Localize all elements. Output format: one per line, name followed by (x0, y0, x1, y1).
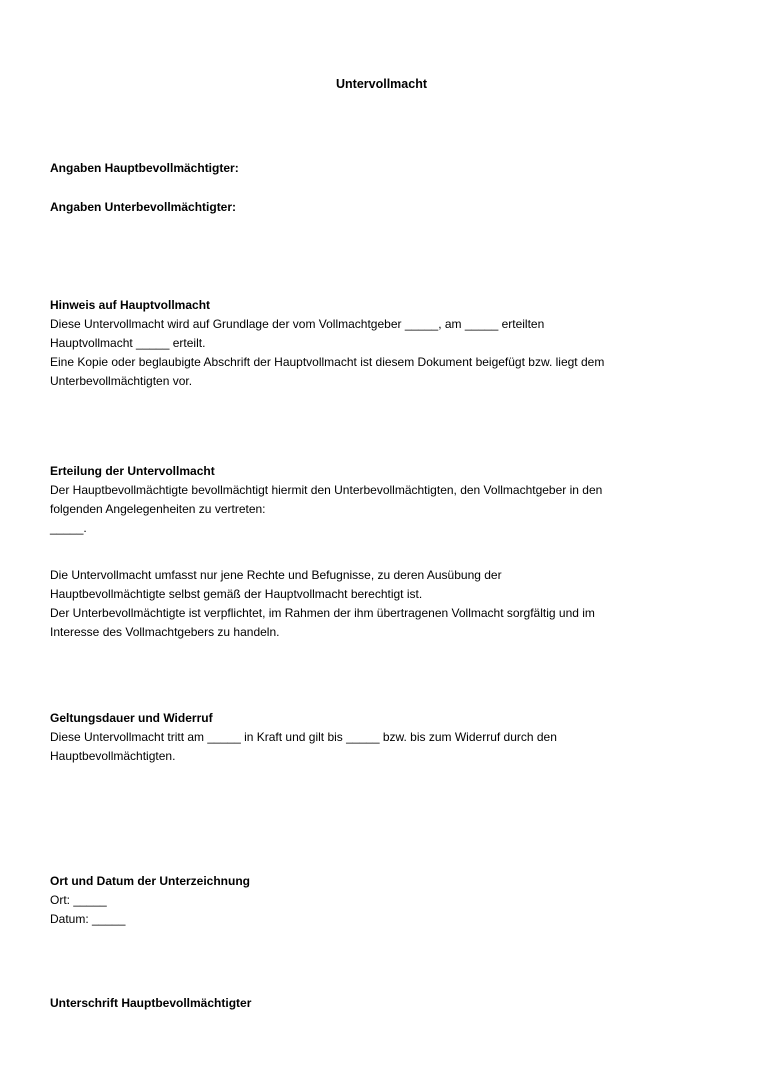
geltung-line-2: Hauptbevollmächtigten. (50, 749, 176, 763)
erteilung-line-2: folgenden Angelegenheiten zu vertreten: (50, 502, 266, 516)
erteilung-scope-section (50, 566, 720, 642)
erteilung-para2-line-1: Die Untervollmacht umfasst nur jene Rechte und Befugnisse, zu deren Ausübung der (50, 568, 502, 582)
hauptbevollmaechtigter-label: Angaben Hauptbevollmächtigter: (50, 161, 239, 175)
hinweis-line-3: Eine Kopie oder beglaubigte Abschrift der Hauptvollmacht ist diesem Dokument beigefügt bzw. liegt dem (50, 355, 605, 369)
datum-field: Datum: _____ (50, 912, 126, 926)
geltung-line-1: Diese Untervollmacht tritt am _____ in Kraft und gilt bis _____ bzw. bis zum Widerruf durch den (50, 730, 557, 744)
erteilung-para2-line-3: Der Unterbevollmächtigte ist verpflichtet, im Rahmen der ihm übertragenen Vollmacht sorgfältig und im (50, 606, 595, 620)
ort-datum-section (50, 872, 720, 929)
erteilung-heading: Erteilung der Untervollmacht (50, 464, 215, 478)
erteilung-para2-line-4: Interesse des Vollmachtgebers zu handeln. (50, 625, 280, 639)
document-title: Untervollmacht (336, 77, 427, 91)
ort-datum-heading: Ort und Datum der Unterzeichnung (50, 874, 251, 888)
hinweis-line-4: Unterbevollmächtigten vor. (50, 374, 193, 388)
unterbevollmaechtigter-label: Angaben Unterbevollmächtigter: (50, 200, 237, 214)
hinweis-section (50, 296, 720, 391)
unterschrift-heading: Unterschrift Hauptbevollmächtigter (50, 996, 252, 1010)
erteilung-line-1: Der Hauptbevollmächtigte bevollmächtigt hiermit den Unterbevollmächtigten, den Vollmachtgeber in den (50, 483, 603, 497)
geltung-section (50, 709, 720, 766)
erteilung-section (50, 462, 720, 538)
erteilung-para2-line-2: Hauptbevollmächtigte selbst gemäß der Hauptvollmacht berechtigt ist. (50, 587, 423, 601)
hinweis-heading: Hinweis auf Hauptvollmacht (50, 298, 211, 312)
geltung-heading: Geltungsdauer und Widerruf (50, 711, 213, 725)
hinweis-line-2: Hauptvollmacht _____ erteilt. (50, 336, 206, 350)
ort-field: Ort: _____ (50, 893, 107, 907)
hinweis-line-1: Diese Untervollmacht wird auf Grundlage der vom Vollmachtgeber _____, am _____ erteilten (50, 317, 545, 331)
erteilung-line-3: _____. (50, 521, 87, 535)
